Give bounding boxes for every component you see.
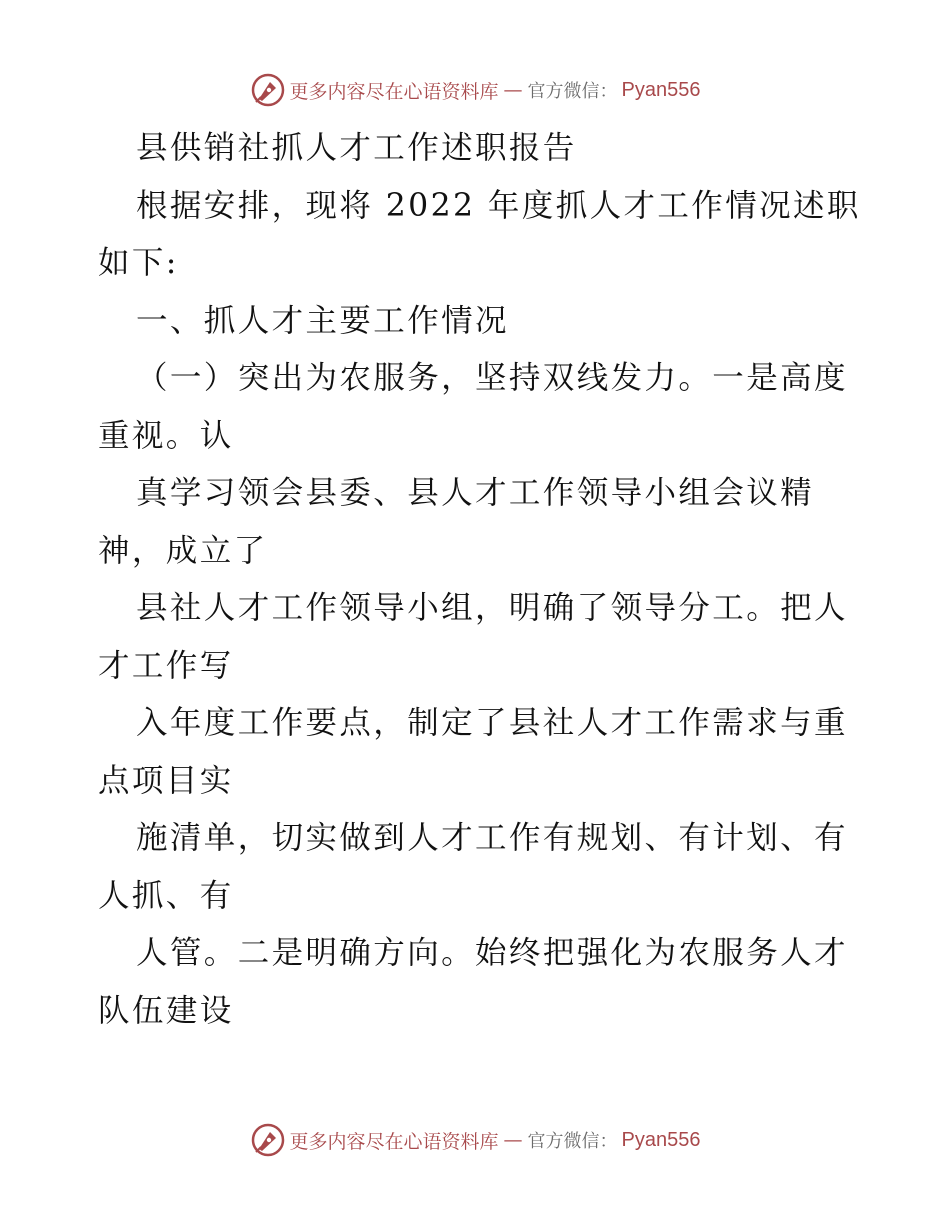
section-heading: 一、抓人才主要工作情况 — [136, 302, 509, 339]
paragraph-line: 队伍建设 — [98, 992, 234, 1029]
watermark-id: Pyan556 — [621, 78, 701, 101]
pen-nib-logo-icon — [250, 1122, 286, 1158]
document-title: 县供销社抓人才工作述职报告 — [136, 130, 577, 166]
paragraph-line: 人管。二是明确方向。始终把强化为农服务人才 — [136, 935, 848, 971]
paragraph-line: 如下: — [98, 245, 179, 281]
watermark-label: 官方微信： — [527, 81, 618, 102]
watermark-id: Pyan556 — [621, 1128, 701, 1151]
paragraph-line: 神，成立了 — [98, 532, 268, 569]
paragraph-line: 施清单，切实做到人才工作有规划、有计划、有 — [136, 820, 848, 856]
watermark-dash: — — [503, 1129, 523, 1151]
paragraph-line: 县社人才工作领导小组，明确了领导分工。把人 — [136, 590, 848, 626]
pen-nib-logo-icon — [250, 72, 286, 108]
watermark-site-text: 更多内容尽在心语资料库 — [289, 1130, 499, 1153]
paragraph-line: 点项目实 — [98, 762, 234, 799]
paragraph-line: 根据安排，现将 2022 年度抓人才工作情况述职 — [136, 187, 861, 224]
header-watermark — [0, 70, 950, 110]
document-body — [98, 120, 861, 1040]
watermark-site-text: 更多内容尽在心语资料库 — [289, 80, 499, 103]
paragraph-line: 人抓、有 — [98, 877, 234, 914]
paragraph-line: 才工作写 — [98, 647, 234, 684]
watermark-label: 官方微信： — [527, 1131, 618, 1152]
footer-watermark — [0, 1120, 950, 1160]
paragraph-line: 入年度工作要点，制定了县社人才工作需求与重 — [136, 705, 848, 741]
watermark-dash: — — [503, 79, 523, 101]
paragraph-line: 重视。认 — [98, 417, 234, 454]
paragraph-line: （一）突出为农服务，坚持双线发力。一是高度 — [136, 360, 848, 396]
paragraph-line: 真学习领会县委、县人才工作领导小组会议精 — [136, 475, 815, 511]
